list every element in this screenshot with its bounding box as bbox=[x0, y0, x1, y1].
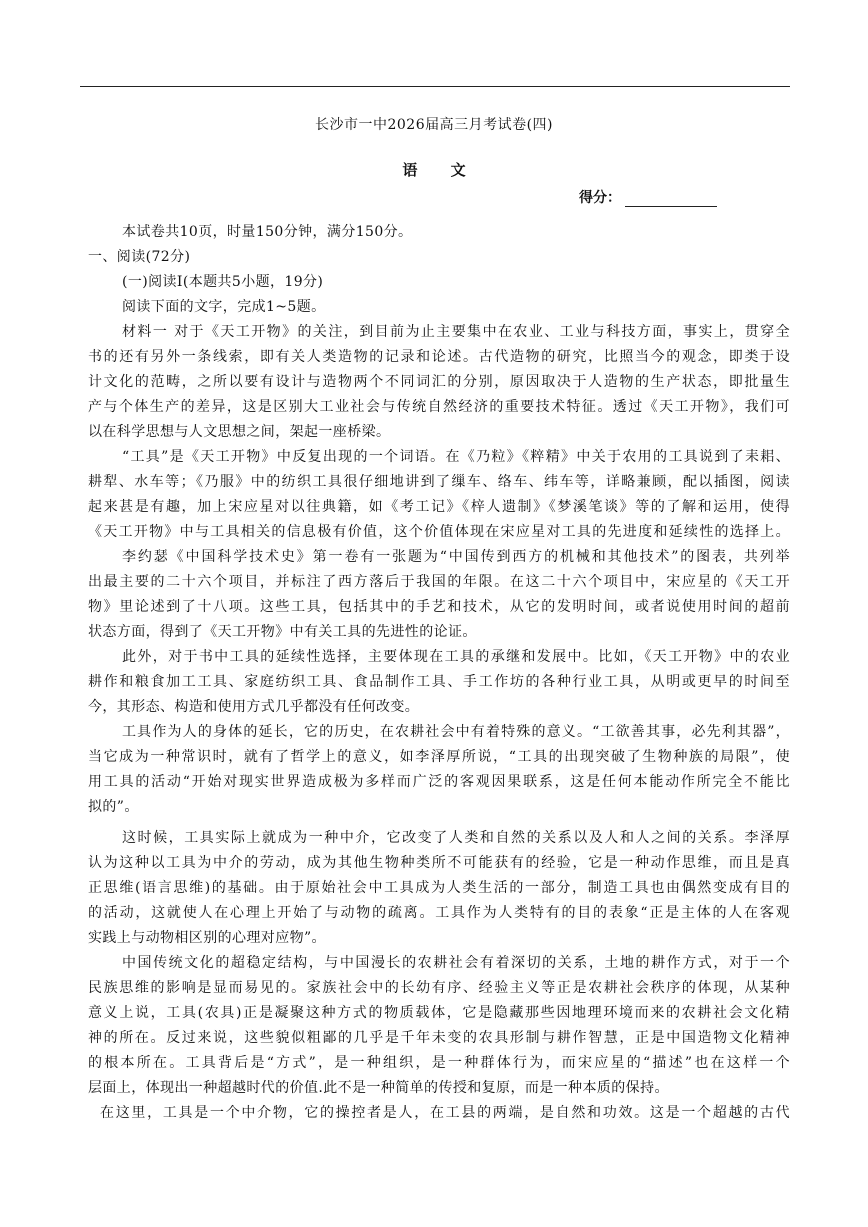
text-line: 耕作和粮食加工工具、家庭纺织工具、食品制作工具、手工作坊的各种行业工具，从明或更早的时间至 bbox=[88, 674, 790, 690]
exam-info: 本试卷共10页，时量150分钟，满分150分。 bbox=[122, 224, 413, 240]
text-line: 耕犁、水车等；《乃服》中的纺织工具很仔细地讲到了缫车、络车、纬车等，详略兼顾，配以插图，阅读 bbox=[88, 474, 790, 490]
text-line: 在这里，工具是一个中介物，它的操控者是人，在工县的两端，是自然和功效。这是一个超越的古代 bbox=[100, 1105, 790, 1121]
text-line: 计文化的范畴，之所以要有设计与造物两个不同词汇的分别，原因取决于人造物的生产状态，即批量生 bbox=[88, 374, 790, 390]
text-line: 当它成为一种常识时，就有了哲学上的意义，如李泽厚所说，“工具的出现突破了生物种族的局限”，使 bbox=[88, 749, 790, 765]
score-label: 得分： bbox=[579, 190, 621, 206]
text-line: 材料一 对于《天工开物》的关注，到目前为止主要集中在农业、工业与科技方面，事实上，贯穿全 bbox=[122, 324, 790, 340]
instruction: 阅读下面的文字，完成1~5题。 bbox=[122, 299, 326, 315]
document-body bbox=[88, 220, 790, 1126]
text-line: 层面上，体现出一种超越时代的价值.此不是一种简单的传授和复原，而是一种本质的保持。 bbox=[88, 1080, 669, 1096]
text-line: 以在科学思想与人文思想之间，架起一座桥梁。 bbox=[88, 424, 391, 440]
subsection-heading: (一)阅读Ⅰ(本题共5小题，19分) bbox=[122, 274, 324, 290]
text-line: 状态方面，得到了《天工开物》中有关工具的先进性的论证。 bbox=[88, 624, 477, 640]
text-line: 神的所在。反过来说，这些貌似粗鄙的几乎是千年未变的农具形制与耕作智慧，正是中国造物文化精神 bbox=[88, 1030, 790, 1046]
text-line: 拟的”。 bbox=[88, 799, 139, 815]
text-line: “工具”是《天工开物》中反复出现的一个词语。在《乃粒》《粹精》中关于农用的工具说到了耒耜、 bbox=[122, 449, 790, 465]
text-line: 的根本所在。工具背后是“方式”，是一种组织，是一种群体行为，而宋应星的“描述”也在这样一个 bbox=[88, 1055, 790, 1071]
paragraph bbox=[88, 1101, 790, 1126]
section-heading: 一、阅读(72分) bbox=[88, 249, 191, 265]
text-line: 产与个体生产的差异，这是区别大工业社会与传统自然经济的重要技术特征。透过《天工开物》，我们可 bbox=[88, 399, 790, 415]
text-line: 中国传统文化的超稳定结构，与中国漫长的农耕社会有着深切的关系，土地的耕作方式，对于一个 bbox=[122, 955, 790, 971]
text-line: 《天工开物》中与工具相关的信息极有价值，这个价值体现在宋应星对工具的先进度和延续性的选择上。 bbox=[88, 524, 790, 540]
paragraph bbox=[88, 645, 790, 720]
text-line: 这时候，工具实际上就成为一种中介，它改变了人类和自然的关系以及人和人之间的关系。李泽厚 bbox=[122, 830, 790, 846]
score-blank[interactable] bbox=[625, 190, 717, 207]
text-line: 李约瑟《中国科学技术史》第一卷有一张题为“中国传到西方的机械和其他技术”的图表，共列举 bbox=[122, 549, 790, 565]
text-line: 出最主要的二十六个项目，并标注了西方落后于我国的年限。在这二十六个项目中，宋应星的《天工开 bbox=[88, 574, 790, 590]
text-line: 今，其形态、构造和使用方式几乎都没有任何改变。 bbox=[88, 699, 420, 715]
text-line: 实践上与动物相区别的心理对应物”。 bbox=[88, 930, 326, 946]
text-line: 起来甚是有趣，加上宋应星对以往典籍，如《考工记》《梓人遗制》《梦溪笔谈》等的了解和运用，使得 bbox=[88, 499, 790, 515]
exam-title: 长沙市一中2026届高三月考试卷(四) bbox=[314, 117, 554, 133]
paragraph bbox=[88, 720, 790, 820]
top-rule bbox=[80, 86, 790, 87]
paragraph bbox=[88, 951, 790, 1101]
subject-title: 语 文 bbox=[402, 161, 480, 179]
paragraph bbox=[88, 545, 790, 645]
text-line: 的活动，这就使人在心理上开始了与动物的疏离。工具作为人类特有的目的表象“正是主体的人在客观 bbox=[88, 905, 790, 921]
text-line: 认为这种以工具为中介的劳动，成为其他生物种类所不可能获有的经验，它是一种动作思维，而且是真 bbox=[88, 855, 790, 871]
paragraph bbox=[88, 320, 790, 445]
text-line: 民族思维的影响是显而易见的。家族社会中的长幼有序、经验主义等正是农耕社会秩序的体现，从某种 bbox=[88, 980, 790, 996]
text-line: 书的还有另外一条线索，即有关人类造物的记录和论述。古代造物的研究，比照当今的观念，即类于设 bbox=[88, 349, 790, 365]
text-line: 此外，对于书中工具的延续性选择，主要体现在工具的承继和发展中。比如，《天工开物》中的农业 bbox=[122, 649, 790, 665]
text-line: 工具作为人的身体的延长，它的历史，在农耕社会中有着特殊的意义。“工欲善其事，必先利其器”， bbox=[122, 724, 790, 740]
text-line: 物》里论述到了十八项。这些工具，包括其中的手艺和技术，从它的发明时间，或者说使用时间的超前 bbox=[88, 599, 790, 615]
paragraph bbox=[88, 445, 790, 545]
text-line: 意义上说，工具(农具)正是凝聚这种方式的物质载体，它是隐藏那些因地理环境而来的农耕社会文化精 bbox=[88, 1005, 790, 1021]
paragraph bbox=[88, 826, 790, 951]
text-line: 用工具的活动“开始对现实世界造成极为多样而广泛的客观因果联系，这是任何本能动作所完全不能比 bbox=[88, 774, 790, 790]
score-field[interactable] bbox=[579, 187, 717, 207]
text-line: 正思维(语言思维)的基础。由于原始社会中工具成为人类生活的一部分，制造工具也由偶然变成有目的 bbox=[88, 880, 790, 896]
